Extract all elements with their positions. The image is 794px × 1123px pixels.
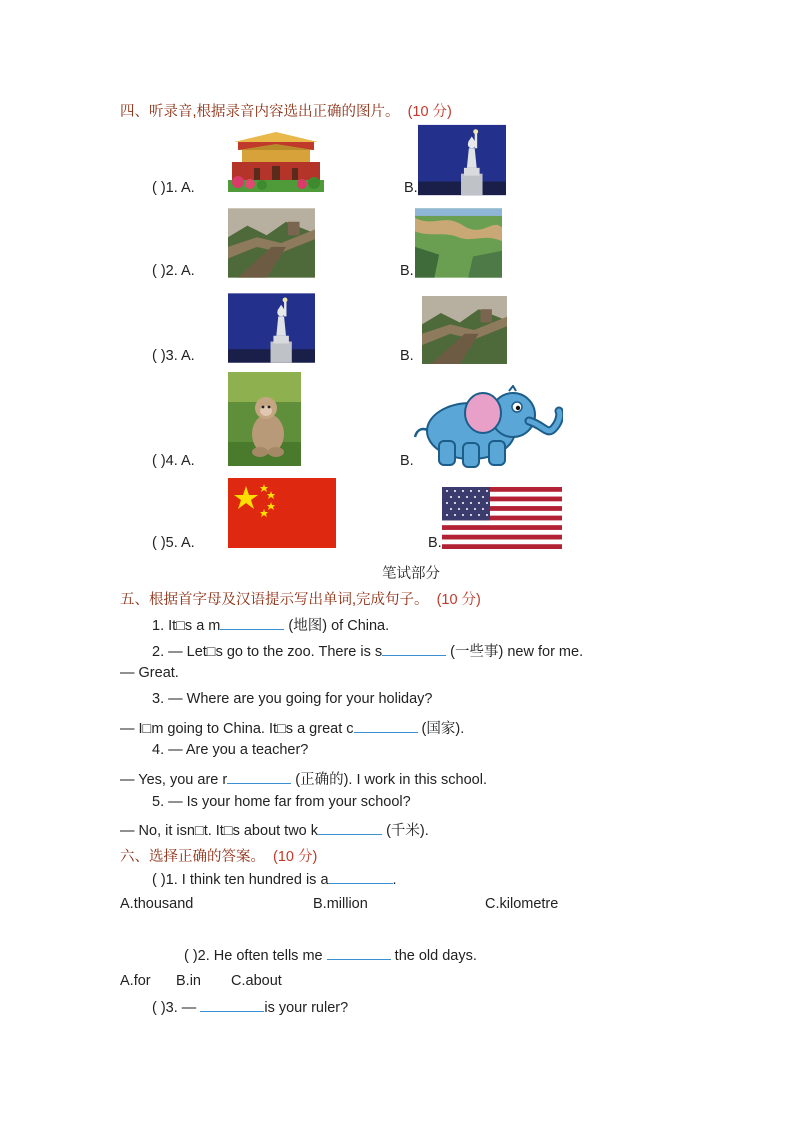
answer-blank[interactable] xyxy=(227,771,291,784)
china-flag-image xyxy=(228,478,336,548)
section6-heading xyxy=(120,845,317,866)
question-6-2-option-c: C.about xyxy=(231,973,282,989)
answer-blank[interactable] xyxy=(329,871,393,884)
question-6-2-option-b: B.in xyxy=(176,973,201,989)
section5-line-3-answer: — I□m going to China. It□s a great c (国家). xyxy=(120,721,465,737)
answer-blank[interactable] xyxy=(382,643,446,656)
question-6-2: ( )2. He often tells me the old days. xyxy=(184,948,477,964)
monkey-image xyxy=(228,372,301,466)
section4-heading xyxy=(120,100,452,121)
question-4-2-b-label: B. xyxy=(400,263,414,279)
statue-of-liberty-image xyxy=(228,292,315,364)
usa-flag-image xyxy=(442,487,562,549)
question-6-1-option-a: A.thousand xyxy=(120,896,194,912)
section5-title: 五、根据首字母及汉语提示写出单词,完成句子。 xyxy=(120,592,429,608)
answer-blank[interactable] xyxy=(327,947,391,960)
answer-blank[interactable] xyxy=(200,999,264,1012)
great-wall-image xyxy=(228,207,315,279)
answer-blank[interactable] xyxy=(220,617,284,630)
question-4-5-label: ( )5. A. xyxy=(152,535,195,551)
question-4-3-label: ( )3. A. xyxy=(152,348,195,364)
question-6-1-option-b: B.million xyxy=(313,896,368,912)
question-6-1-option-c: C.kilometre xyxy=(485,896,559,912)
elephant-image xyxy=(413,385,563,469)
question-6-1: ( )1. I think ten hundred is a . xyxy=(152,872,397,888)
question-4-4-b-label: B. xyxy=(400,453,414,469)
question-4-3-b-label: B. xyxy=(400,348,414,364)
section5-line-4-question: 4. — Are you a teacher? xyxy=(152,742,309,758)
great-wall-image xyxy=(415,296,514,364)
answer-blank[interactable] xyxy=(354,720,418,733)
answer-blank[interactable] xyxy=(318,822,382,835)
section4-score: (10 分) xyxy=(407,104,452,120)
question-4-1-b-label: B. xyxy=(404,180,418,196)
section5-line-2-reply: — Great. xyxy=(120,665,179,681)
question-6-2-option-a: A.for xyxy=(120,973,151,989)
section5-line-1: 1. It□s a m (地图) of China. xyxy=(152,618,390,634)
section5-line-2: 2. — Let□s go to the zoo. There is s (一些事) new for me. xyxy=(152,644,584,660)
question-4-2-label: ( )2. A. xyxy=(152,263,195,279)
section6-title: 六、选择正确的答案。 xyxy=(120,849,265,865)
tiananmen-image xyxy=(228,130,324,192)
section5-heading xyxy=(120,588,481,609)
question-4-5-b-label: B. xyxy=(428,535,442,551)
statue-of-liberty-image xyxy=(418,124,506,196)
section5-line-5-answer: — No, it isn□t. It□s about two k (千米). xyxy=(120,823,429,839)
section5-score: (10 分) xyxy=(436,592,481,608)
section5-line-4-answer: — Yes, you are r (正确的). I work in this school. xyxy=(120,772,487,788)
section5-line-3-question: 3. — Where are you going for your holiday? xyxy=(152,691,433,707)
written-part-label: 笔试部分 xyxy=(382,566,440,582)
section6-score: (10 分) xyxy=(273,849,318,865)
question-6-3: ( )3. — is your ruler? xyxy=(152,1000,349,1016)
section5-line-5-question: 5. — Is your home far from your school? xyxy=(152,794,411,810)
question-4-1-label: ( )1. A. xyxy=(152,180,195,196)
question-4-4-label: ( )4. A. xyxy=(152,453,195,469)
river-valley-image xyxy=(415,207,502,279)
section4-title: 四、听录音,根据录音内容选出正确的图片。 xyxy=(120,104,400,120)
